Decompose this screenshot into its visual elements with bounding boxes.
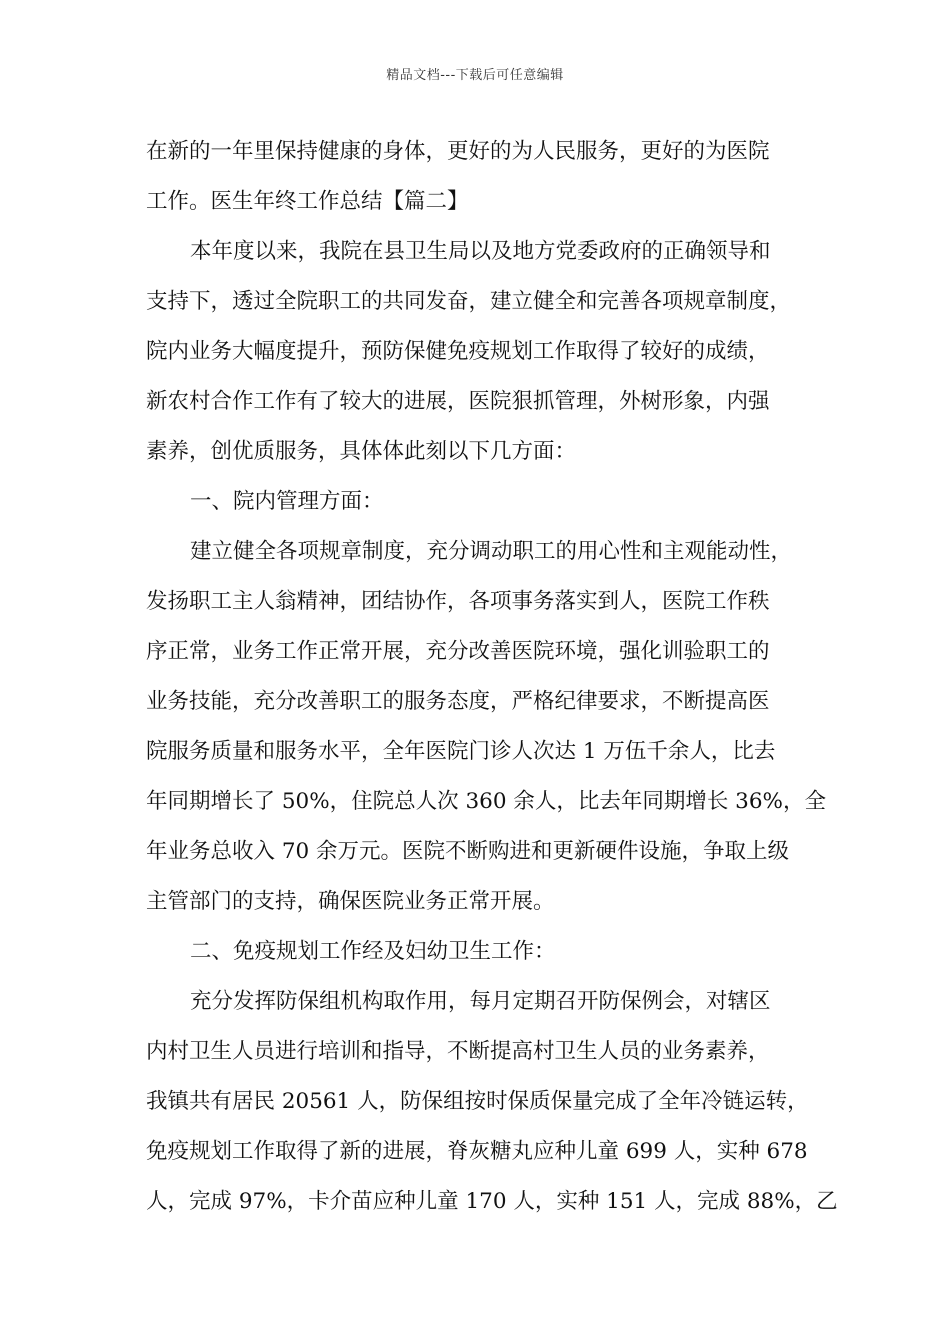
text-line-20: 我镇共有居民 20561 人，防保组按时保质保量完成了全年冷链运转， — [146, 1089, 809, 1114]
text-line-12: 业务技能，充分改善职工的服务态度，严格纪律要求，不断提高医 — [146, 689, 770, 714]
text-line-10: 发扬职工主人翁精神，团结协作，各项事务落实到人，医院工作秩 — [146, 589, 770, 614]
text-line-2: 工作。医生年终工作总结【篇二】 — [146, 189, 469, 214]
text-line-22: 人，完成 97%，卡介苗应种儿童 170 人，实种 151 人，完成 88%，乙 — [146, 1189, 838, 1214]
text-line-21: 免疫规划工作取得了新的进展，脊灰糖丸应种儿童 699 人，实种 678 — [146, 1139, 808, 1164]
section-heading-1: 一、院内管理方面： — [190, 489, 384, 514]
text-line-15: 年业务总收入 70 余万元。医院不断购进和更新硬件设施，争取上级 — [146, 839, 790, 864]
text-line-14: 年同期增长了 50%，住院总人次 360 余人，比去年同期增长 36%，全 — [146, 789, 826, 814]
text-line-4: 支持下，透过全院职工的共同发奋，建立健全和完善各项规章制度， — [146, 289, 792, 314]
text-line-1: 在新的一年里保持健康的身体，更好的为人民服务，更好的为医院 — [146, 139, 770, 164]
text-line-16: 主管部门的支持，确保医院业务正常开展。 — [146, 889, 555, 914]
text-line-3: 本年度以来，我院在县卫生局以及地方党委政府的正确领导和 — [190, 239, 771, 264]
page-header: 精品文档---下载后可任意编辑 — [386, 68, 564, 83]
text-line-13: 院服务质量和服务水平，全年医院门诊人次达 1 万伍千余人，比去 — [146, 739, 776, 764]
text-line-9: 建立健全各项规章制度，充分调动职工的用心性和主观能动性， — [190, 539, 793, 564]
text-line-19: 内村卫生人员进行培训和指导，不断提高村卫生人员的业务素养， — [146, 1039, 770, 1064]
text-line-18: 充分发挥防保组机构取作用，每月定期召开防保例会，对辖区 — [190, 989, 771, 1014]
text-line-11: 序正常，业务工作正常开展，充分改善医院环境，强化训验职工的 — [146, 639, 770, 664]
section-heading-2: 二、免疫规划工作经及妇幼卫生工作： — [190, 939, 556, 964]
text-line-7: 素养，创优质服务，具体体此刻以下几方面： — [146, 439, 577, 464]
text-line-5: 院内业务大幅度提升，预防保健免疫规划工作取得了较好的成绩， — [146, 339, 770, 364]
text-line-6: 新农村合作工作有了较大的进展，医院狠抓管理，外树形象，内强 — [146, 389, 770, 414]
